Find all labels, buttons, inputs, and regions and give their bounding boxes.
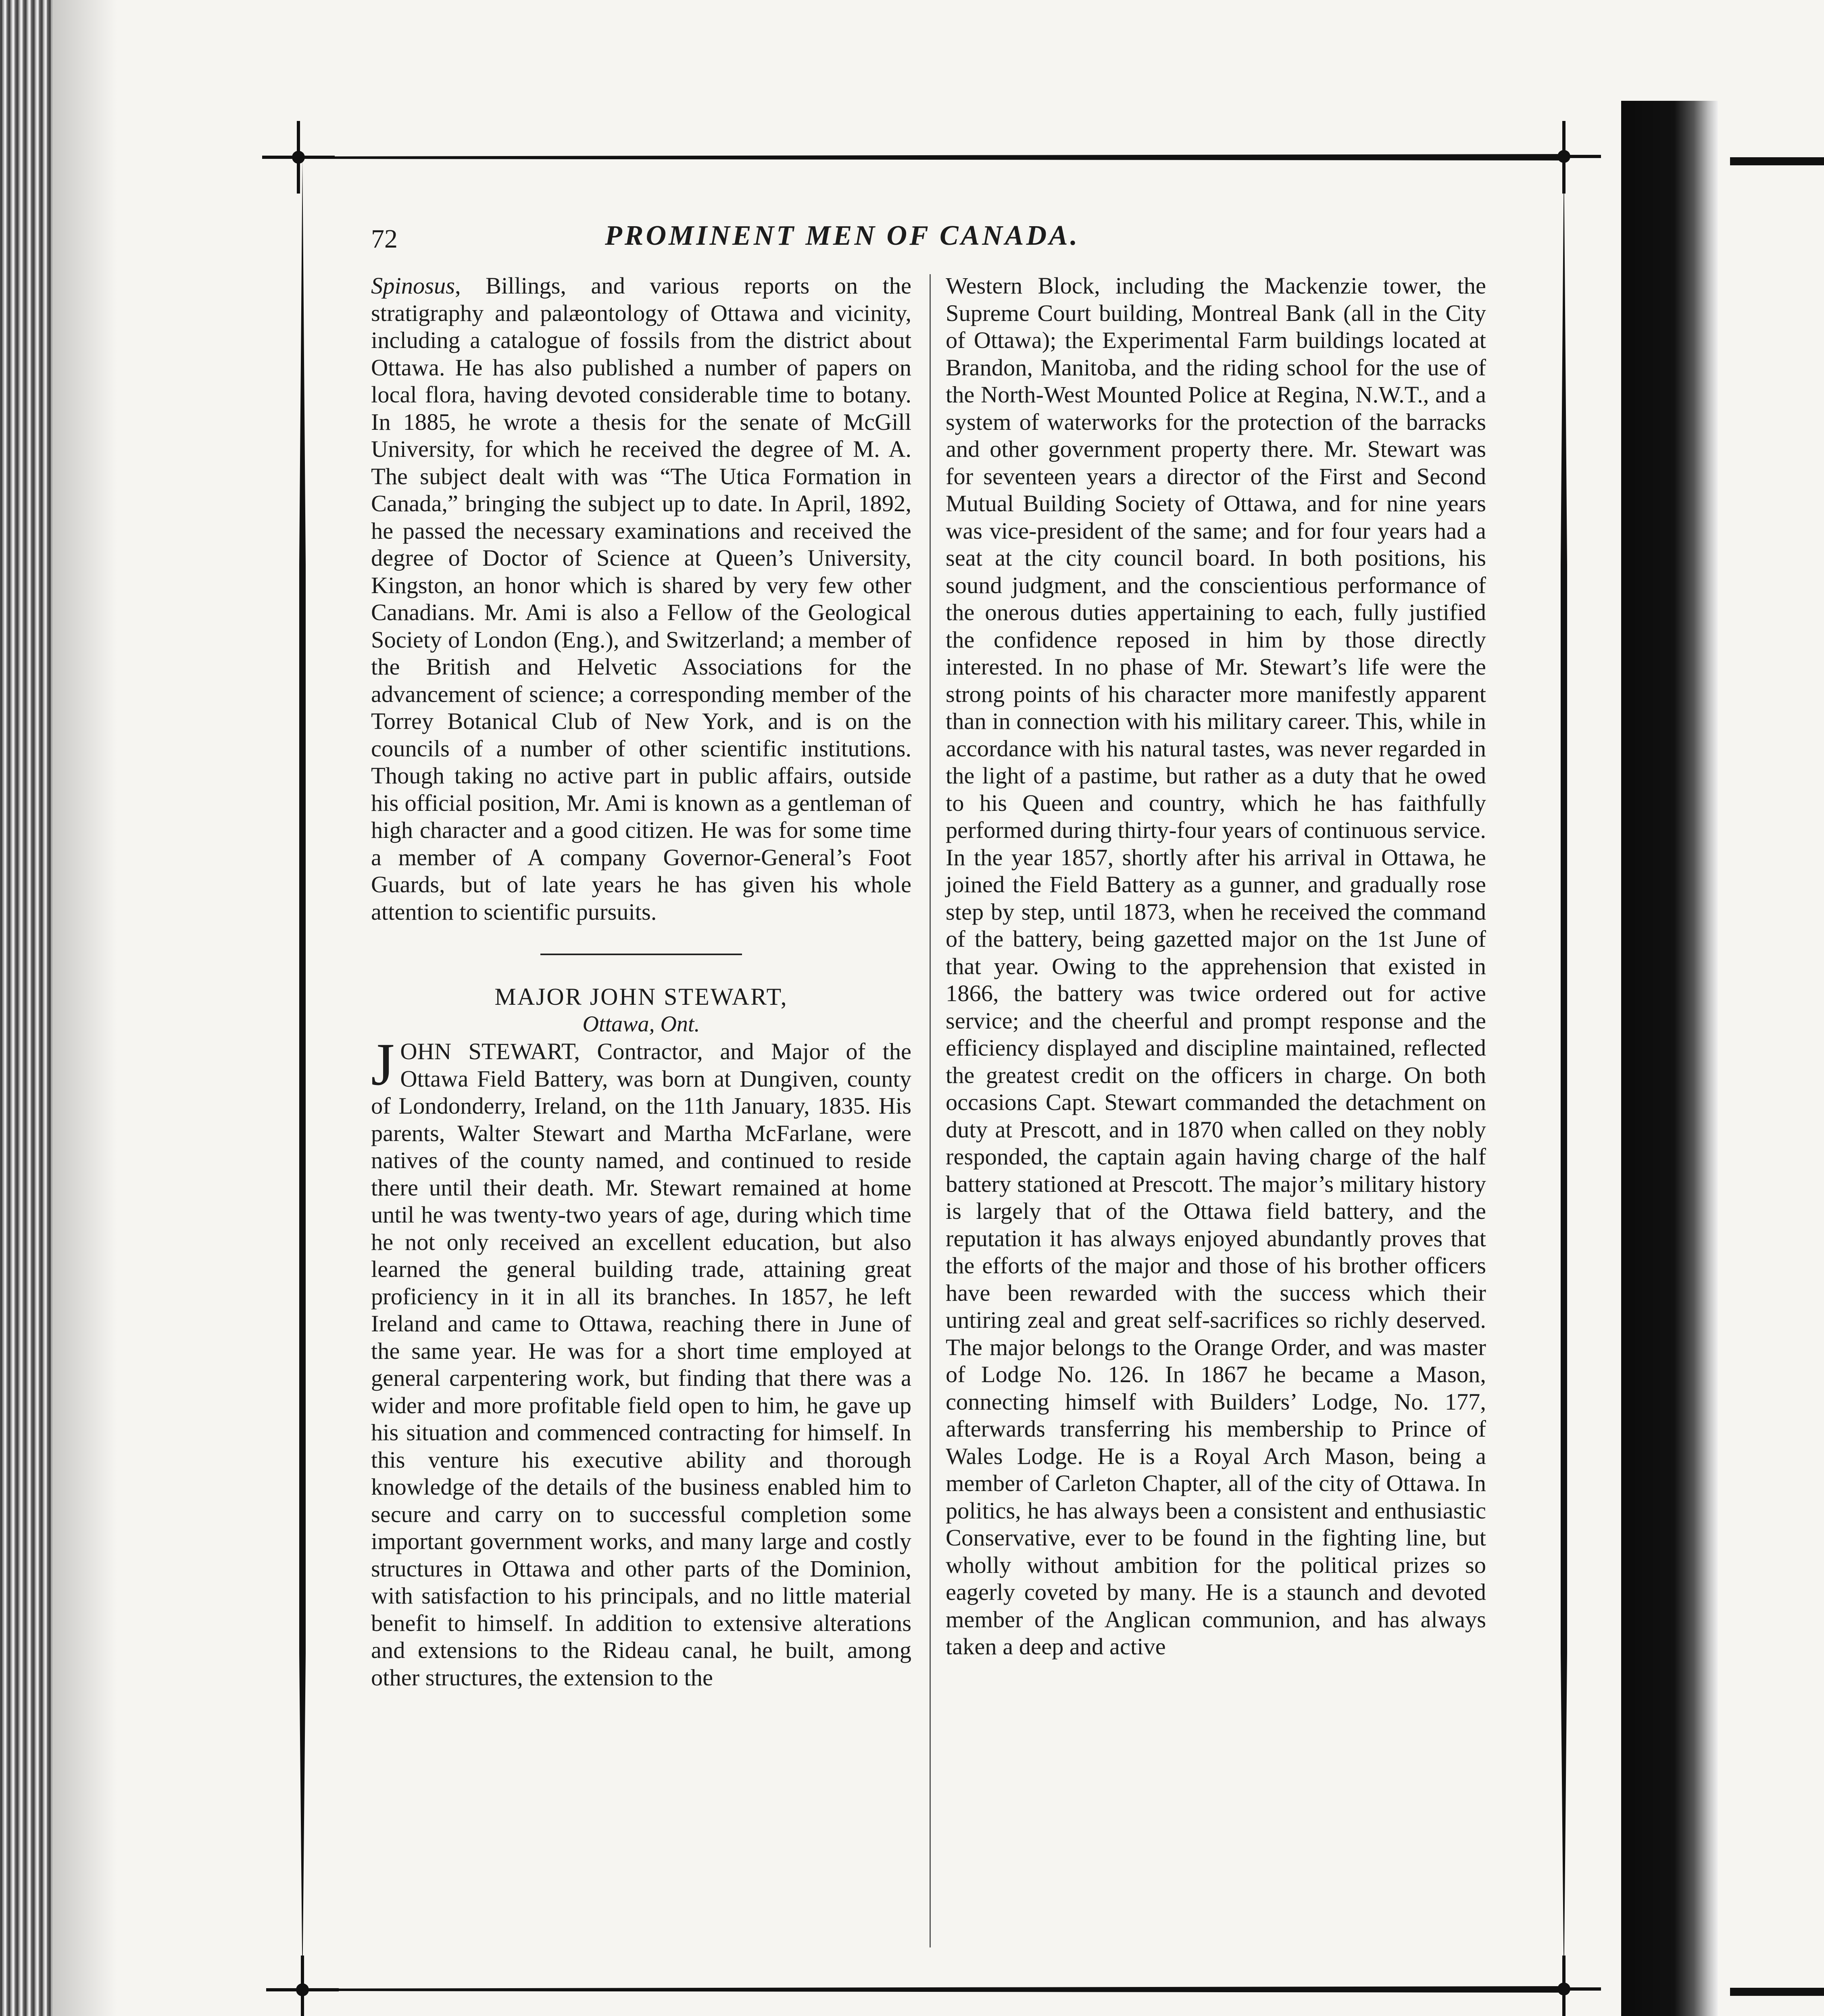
corner-ornament-top-left — [262, 121, 335, 194]
drop-cap-letter: J — [371, 1031, 395, 1098]
continuation-text: , Billings, and various reports on the stratigraphy and palæontology of Ottawa and vicinity, including a catalogue of fossils from the district about Ottawa. He has also published a number of papers on local flora, having devoted considerable time to botany. In 1885, he wrote a thesis for the senate of McGill University, for which he received the degree of M. A. The subject dealt with was “The Utica Formation in Canada,” bringing the subject up to date. In April, 1892, he passed the necessary examinations and received the degree of Doctor of Science at Queen’s University, Kingston, an honor which is shared by very few other Canadians. Mr. Ami is also a Fellow of the Geological Society of London (Eng.), and Switzerland; a member of the British and Helvetic Associations for the advancement of science; a corresponding member of the Torrey Botanical Club of New York, and is on the councils of a number of other scientific institutions. Though taking no active part in public affairs, outside his official position, Mr. Ami is known as a gentleman of high character and a good citizen. He was for some time a member of A company Governor-General’s Foot Guards, but of late years he has given his whole attention to scientific pursuits. — [371, 273, 911, 925]
continuation-first-word: Spinosus — [371, 273, 455, 299]
bottom-border-rule — [306, 1986, 1561, 1993]
section-location: Ottawa, Ont. — [582, 1011, 700, 1037]
right-column — [946, 272, 1486, 1949]
biography-text: OHN STEWART, Contractor, and Major of the Ottawa Field Battery, was born at Dungiven, county of Londonderry, Ireland, on the 11th January, 1835. His parents, Walter Stewart and Martha McFarlane, were natives of the county named, and continued to reside there until their death. Mr. Stewart remained at home until he was twenty-two years of age, during which time he not only received an excellent education, but also learned the general building trade, attaining great proficiency in it in all its branches. In 1857, he left Ireland and came to Ottawa, reaching there in June of the same year. He was for a short time employed at general carpentering work, but finding that there was a wider and more profitable field open to him, he gave up his situation and commenced contracting for himself. In this venture his executive ability and thorough knowledge of the details of the business enabled him to secure and carry on to successful completion some important government works, and many large and costly structures in Ottawa and other parts of the Dominion, with satisfaction to his principals, and no little material benefit to himself. In addition to extensive alterations and extensions to the Rideau canal, he built, among other structures, the extension to the — [371, 1038, 911, 1691]
left-column — [371, 272, 911, 1949]
section-divider-rule — [540, 954, 742, 955]
left-border-rule — [299, 157, 306, 1990]
page-number: 72 — [371, 224, 398, 254]
right-border-rule — [1561, 157, 1567, 1990]
biography-paragraph — [371, 1031, 911, 1691]
top-border-rule — [306, 154, 1561, 160]
corner-ornament-bottom-right — [1528, 1956, 1601, 2016]
right-column-text: Western Block, including the Mackenzie tower, the Supreme Court building, Montreal Bank (all in the City of Ottawa); the Experimental Farm buildings located at Brandon, Manitoba, and the riding school for the use of the North-West Mounted Police at Regina, N.W.T., and a system of waterworks for the protection of the barracks and other government property there. Mr. Stewart was for seventeen years a director of the First and Second Mutual Building Society of Ottawa, and for nine years was vice-president of the same; and for four years had a seat at the city council board. In both positions, his sound judgment, and the conscientious performance of the onerous duties appertaining to each, fully justified the confidence reposed in him by those directly interested. In no phase of Mr. Stewart’s life were the strong points of his character more manifestly apparent than in connection with his military career. This, while in accordance with his natural tastes, was never regarded in the light of a pastime, but rather as a duty that he owed to his Queen and country, which he has faithfully performed during thirty-four years of continuous service. In the year 1857, shortly after his arrival in Ottawa, he joined the Field Battery as a gunner, and gradually rose step by step, until 1873, when he received the command of the battery, being gazetted major on the 1st June of that year. Owing to the apprehension that existed in 1866, the battery was twice ordered out for active service; and the cheerful and prompt response and the efficiency displayed and discipline maintained, reflected the greatest credit on the officers in charge. On both occasions Capt. Stewart commanded the detachment on duty at Prescott, and in 1870 when called on they nobly responded, the captain again having charge of the half battery stationed at Prescott. The major’s military history is largely that of the Ottawa field battery, and the reputation it has always enjoyed abundantly proves that the efforts of the major and those of his brother officers have been rewarded with the success which their untiring zeal and great self-sacrifices so richly deserved. The major belongs to the Orange Order, and was master of Lodge No. 126. In 1867 he became a Mason, connecting himself with Builders’ Lodge, No. 177, afterwards transferring his membership to Prince of Wales Lodge. He is a Royal Arch Mason, being a member of Carleton Chapter, all of the city of Ottawa. In politics, he has always been a consistent and enthusiastic Conservative, ever to be found in the fighting line, but wholly without ambition for the political prizes so eagerly coveted by many. He is a staunch and devoted member of the Anglican communion, and has always taken a deep and active — [946, 273, 1486, 1660]
continuation-paragraph — [371, 272, 911, 925]
corner-ornament-top-right — [1528, 121, 1601, 194]
section-title: MAJOR JOHN STEWART, — [494, 983, 788, 1010]
corner-ornament-bottom-left — [266, 1956, 339, 2016]
running-title: PROMINENT MEN OF CANADA. — [605, 220, 1080, 251]
column-divider — [930, 274, 931, 1947]
